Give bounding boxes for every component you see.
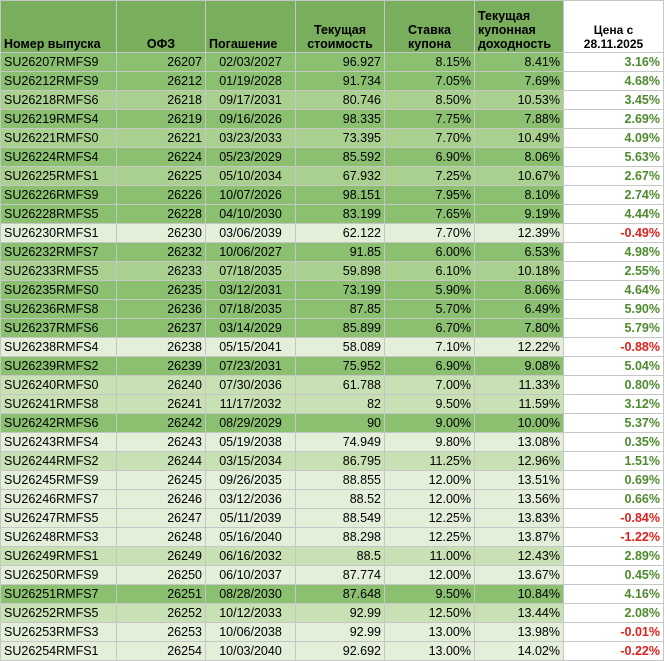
- ofz-cell: 26241: [117, 395, 206, 414]
- ofz-cell: 26212: [117, 72, 206, 91]
- ofz-cell: 26235: [117, 281, 206, 300]
- yield-cell: 13.87%: [475, 528, 564, 547]
- price-change-cell: 4.64%: [564, 281, 664, 300]
- yield-cell: 8.06%: [475, 148, 564, 167]
- coupon-cell: 7.65%: [385, 205, 475, 224]
- maturity-cell: 03/15/2034: [206, 452, 296, 471]
- price-change-cell: -0.84%: [564, 509, 664, 528]
- ofz-cell: 26236: [117, 300, 206, 319]
- coupon-cell: 7.95%: [385, 186, 475, 205]
- ofz-cell: 26243: [117, 433, 206, 452]
- yield-cell: 11.33%: [475, 376, 564, 395]
- price-change-cell: 0.45%: [564, 566, 664, 585]
- price-change-cell: 4.98%: [564, 243, 664, 262]
- issue-number-cell: SU26219RMFS4: [1, 110, 117, 129]
- issue-number-cell: SU26236RMFS8: [1, 300, 117, 319]
- price-cell: 82: [296, 395, 385, 414]
- price-change-cell: 2.08%: [564, 604, 664, 623]
- table-row: [1, 452, 664, 471]
- issue-number-cell: SU26232RMFS7: [1, 243, 117, 262]
- price-change-cell: 2.55%: [564, 262, 664, 281]
- issue-number-cell: SU26242RMFS6: [1, 414, 117, 433]
- price-change-cell: 0.69%: [564, 471, 664, 490]
- maturity-cell: 05/15/2041: [206, 338, 296, 357]
- issue-number-cell: SU26228RMFS5: [1, 205, 117, 224]
- header-current-yield: Текущая купонная доходность: [475, 1, 564, 53]
- issue-number-cell: SU26235RMFS0: [1, 281, 117, 300]
- price-cell: 83.199: [296, 205, 385, 224]
- price-change-cell: 5.90%: [564, 300, 664, 319]
- ofz-cell: 26228: [117, 205, 206, 224]
- coupon-cell: 11.25%: [385, 452, 475, 471]
- ofz-cell: 26250: [117, 566, 206, 585]
- coupon-cell: 7.70%: [385, 224, 475, 243]
- table-row: [1, 224, 664, 243]
- yield-cell: 13.83%: [475, 509, 564, 528]
- ofz-cell: 26226: [117, 186, 206, 205]
- price-cell: 59.898: [296, 262, 385, 281]
- price-cell: 62.122: [296, 224, 385, 243]
- issue-number-cell: SU26245RMFS9: [1, 471, 117, 490]
- price-cell: 58.089: [296, 338, 385, 357]
- maturity-cell: 05/19/2038: [206, 433, 296, 452]
- issue-number-cell: SU26246RMFS7: [1, 490, 117, 509]
- price-cell: 91.85: [296, 243, 385, 262]
- maturity-cell: 09/17/2031: [206, 91, 296, 110]
- coupon-cell: 5.90%: [385, 281, 475, 300]
- price-change-cell: 4.09%: [564, 129, 664, 148]
- maturity-cell: 05/16/2040: [206, 528, 296, 547]
- issue-number-cell: SU26254RMFS1: [1, 642, 117, 661]
- ofz-cell: 26254: [117, 642, 206, 661]
- table-row: [1, 642, 664, 661]
- price-change-cell: -0.22%: [564, 642, 664, 661]
- issue-number-cell: SU26225RMFS1: [1, 167, 117, 186]
- price-cell: 61.788: [296, 376, 385, 395]
- coupon-cell: 6.90%: [385, 148, 475, 167]
- yield-cell: 7.88%: [475, 110, 564, 129]
- ofz-cell: 26218: [117, 91, 206, 110]
- coupon-cell: 7.10%: [385, 338, 475, 357]
- yield-cell: 6.53%: [475, 243, 564, 262]
- issue-number-cell: SU26239RMFS2: [1, 357, 117, 376]
- maturity-cell: 03/12/2031: [206, 281, 296, 300]
- issue-number-cell: SU26226RMFS9: [1, 186, 117, 205]
- price-cell: 88.298: [296, 528, 385, 547]
- yield-cell: 10.67%: [475, 167, 564, 186]
- price-change-cell: 5.63%: [564, 148, 664, 167]
- ofz-cell: 26238: [117, 338, 206, 357]
- maturity-cell: 07/23/2031: [206, 357, 296, 376]
- coupon-cell: 7.00%: [385, 376, 475, 395]
- maturity-cell: 08/29/2029: [206, 414, 296, 433]
- yield-cell: 8.06%: [475, 281, 564, 300]
- issue-number-cell: SU26221RMFS0: [1, 129, 117, 148]
- maturity-cell: 09/26/2035: [206, 471, 296, 490]
- table-body: [1, 53, 664, 661]
- header-current-price: Текущая стоимость: [296, 1, 385, 53]
- ofz-cell: 26207: [117, 53, 206, 72]
- ofz-cell: 26221: [117, 129, 206, 148]
- table-row: [1, 129, 664, 148]
- issue-number-cell: SU26240RMFS0: [1, 376, 117, 395]
- price-change-cell: 2.74%: [564, 186, 664, 205]
- issue-number-cell: SU26247RMFS5: [1, 509, 117, 528]
- maturity-cell: 03/23/2033: [206, 129, 296, 148]
- table-row: [1, 585, 664, 604]
- coupon-cell: 7.25%: [385, 167, 475, 186]
- maturity-cell: 05/10/2034: [206, 167, 296, 186]
- yield-cell: 13.56%: [475, 490, 564, 509]
- table-row: [1, 604, 664, 623]
- issue-number-cell: SU26252RMFS5: [1, 604, 117, 623]
- yield-cell: 13.08%: [475, 433, 564, 452]
- table-row: [1, 148, 664, 167]
- price-change-cell: 2.69%: [564, 110, 664, 129]
- table-row: [1, 167, 664, 186]
- maturity-cell: 06/10/2037: [206, 566, 296, 585]
- table-row: [1, 300, 664, 319]
- table-row: [1, 338, 664, 357]
- coupon-cell: 9.80%: [385, 433, 475, 452]
- header-price-change: Цена с 28.11.2025: [564, 1, 664, 53]
- yield-cell: 13.67%: [475, 566, 564, 585]
- yield-cell: 10.53%: [475, 91, 564, 110]
- issue-number-cell: SU26251RMFS7: [1, 585, 117, 604]
- price-change-cell: 0.66%: [564, 490, 664, 509]
- coupon-cell: 6.70%: [385, 319, 475, 338]
- issue-number-cell: SU26237RMFS6: [1, 319, 117, 338]
- table-row: [1, 623, 664, 642]
- maturity-cell: 02/03/2027: [206, 53, 296, 72]
- yield-cell: 12.43%: [475, 547, 564, 566]
- price-cell: 98.151: [296, 186, 385, 205]
- price-change-cell: 5.37%: [564, 414, 664, 433]
- price-change-cell: 0.35%: [564, 433, 664, 452]
- ofz-cell: 26237: [117, 319, 206, 338]
- table-row: [1, 53, 664, 72]
- issue-number-cell: SU26230RMFS1: [1, 224, 117, 243]
- table-row: [1, 186, 664, 205]
- price-cell: 74.949: [296, 433, 385, 452]
- table-row: [1, 205, 664, 224]
- table-row: [1, 471, 664, 490]
- price-change-cell: 1.51%: [564, 452, 664, 471]
- maturity-cell: 04/10/2030: [206, 205, 296, 224]
- coupon-cell: 6.00%: [385, 243, 475, 262]
- price-cell: 88.549: [296, 509, 385, 528]
- yield-cell: 8.10%: [475, 186, 564, 205]
- table-row: [1, 262, 664, 281]
- ofz-cell: 26219: [117, 110, 206, 129]
- issue-number-cell: SU26248RMFS3: [1, 528, 117, 547]
- maturity-cell: 07/18/2035: [206, 300, 296, 319]
- maturity-cell: 03/14/2029: [206, 319, 296, 338]
- coupon-cell: 8.50%: [385, 91, 475, 110]
- price-cell: 86.795: [296, 452, 385, 471]
- table-row: [1, 566, 664, 585]
- coupon-cell: 8.15%: [385, 53, 475, 72]
- price-change-cell: 5.79%: [564, 319, 664, 338]
- issue-number-cell: SU26241RMFS8: [1, 395, 117, 414]
- table-row: [1, 110, 664, 129]
- maturity-cell: 08/28/2030: [206, 585, 296, 604]
- price-cell: 90: [296, 414, 385, 433]
- maturity-cell: 09/16/2026: [206, 110, 296, 129]
- price-change-cell: -0.88%: [564, 338, 664, 357]
- ofz-cell: 26244: [117, 452, 206, 471]
- price-cell: 87.648: [296, 585, 385, 604]
- yield-cell: 12.96%: [475, 452, 564, 471]
- maturity-cell: 07/30/2036: [206, 376, 296, 395]
- table-row: [1, 243, 664, 262]
- ofz-cell: 26230: [117, 224, 206, 243]
- ofz-cell: 26251: [117, 585, 206, 604]
- yield-cell: 9.08%: [475, 357, 564, 376]
- price-cell: 91.734: [296, 72, 385, 91]
- coupon-cell: 9.50%: [385, 395, 475, 414]
- ofz-cell: 26253: [117, 623, 206, 642]
- yield-cell: 8.41%: [475, 53, 564, 72]
- yield-cell: 12.22%: [475, 338, 564, 357]
- table-row: [1, 414, 664, 433]
- price-change-cell: 2.89%: [564, 547, 664, 566]
- price-cell: 96.927: [296, 53, 385, 72]
- yield-cell: 6.49%: [475, 300, 564, 319]
- price-change-cell: -0.01%: [564, 623, 664, 642]
- coupon-cell: 12.25%: [385, 509, 475, 528]
- coupon-cell: 6.10%: [385, 262, 475, 281]
- coupon-cell: 6.90%: [385, 357, 475, 376]
- yield-cell: 13.98%: [475, 623, 564, 642]
- maturity-cell: 06/16/2032: [206, 547, 296, 566]
- issue-number-cell: SU26238RMFS4: [1, 338, 117, 357]
- issue-number-cell: SU26253RMFS3: [1, 623, 117, 642]
- price-cell: 92.99: [296, 604, 385, 623]
- price-cell: 85.592: [296, 148, 385, 167]
- maturity-cell: 10/07/2026: [206, 186, 296, 205]
- maturity-cell: 01/19/2028: [206, 72, 296, 91]
- issue-number-cell: SU26244RMFS2: [1, 452, 117, 471]
- ofz-cell: 26246: [117, 490, 206, 509]
- ofz-cell: 26232: [117, 243, 206, 262]
- coupon-cell: 12.25%: [385, 528, 475, 547]
- price-cell: 75.952: [296, 357, 385, 376]
- maturity-cell: 05/23/2029: [206, 148, 296, 167]
- yield-cell: 10.49%: [475, 129, 564, 148]
- ofz-cell: 26239: [117, 357, 206, 376]
- issue-number-cell: SU26207RMFS9: [1, 53, 117, 72]
- coupon-cell: 7.05%: [385, 72, 475, 91]
- table-row: [1, 395, 664, 414]
- table-row: [1, 547, 664, 566]
- ofz-cell: 26252: [117, 604, 206, 623]
- issue-number-cell: SU26249RMFS1: [1, 547, 117, 566]
- maturity-cell: 10/03/2040: [206, 642, 296, 661]
- coupon-cell: 13.00%: [385, 642, 475, 661]
- table-row: [1, 528, 664, 547]
- maturity-cell: 07/18/2035: [206, 262, 296, 281]
- table-row: [1, 91, 664, 110]
- header-row: [1, 1, 664, 53]
- issue-number-cell: SU26218RMFS6: [1, 91, 117, 110]
- coupon-cell: 12.50%: [385, 604, 475, 623]
- price-change-cell: 4.16%: [564, 585, 664, 604]
- table-row: [1, 376, 664, 395]
- price-cell: 88.52: [296, 490, 385, 509]
- table-row: [1, 490, 664, 509]
- ofz-cell: 26224: [117, 148, 206, 167]
- price-change-cell: 0.80%: [564, 376, 664, 395]
- price-cell: 67.932: [296, 167, 385, 186]
- price-cell: 80.746: [296, 91, 385, 110]
- ofz-cell: 26249: [117, 547, 206, 566]
- coupon-cell: 13.00%: [385, 623, 475, 642]
- maturity-cell: 03/06/2039: [206, 224, 296, 243]
- yield-cell: 13.51%: [475, 471, 564, 490]
- yield-cell: 11.59%: [475, 395, 564, 414]
- price-change-cell: 3.16%: [564, 53, 664, 72]
- table-row: [1, 72, 664, 91]
- price-cell: 73.199: [296, 281, 385, 300]
- price-cell: 87.774: [296, 566, 385, 585]
- maturity-cell: 10/06/2027: [206, 243, 296, 262]
- price-cell: 73.395: [296, 129, 385, 148]
- maturity-cell: 05/11/2039: [206, 509, 296, 528]
- coupon-cell: 12.00%: [385, 471, 475, 490]
- header-issue-number: Номер выпуска: [1, 1, 117, 53]
- price-change-cell: -0.49%: [564, 224, 664, 243]
- issue-number-cell: SU26224RMFS4: [1, 148, 117, 167]
- yield-cell: 14.02%: [475, 642, 564, 661]
- header-coupon-rate: Ставка купона: [385, 1, 475, 53]
- maturity-cell: 03/12/2036: [206, 490, 296, 509]
- table-row: [1, 357, 664, 376]
- price-change-cell: -1.22%: [564, 528, 664, 547]
- price-cell: 87.85: [296, 300, 385, 319]
- price-change-cell: 2.67%: [564, 167, 664, 186]
- coupon-cell: 9.00%: [385, 414, 475, 433]
- table-row: [1, 319, 664, 338]
- ofz-cell: 26233: [117, 262, 206, 281]
- price-change-cell: 4.44%: [564, 205, 664, 224]
- ofz-cell: 26225: [117, 167, 206, 186]
- yield-cell: 7.80%: [475, 319, 564, 338]
- price-cell: 85.899: [296, 319, 385, 338]
- table-row: [1, 281, 664, 300]
- coupon-cell: 12.00%: [385, 566, 475, 585]
- header-maturity: Погашение: [206, 1, 296, 53]
- coupon-cell: 7.75%: [385, 110, 475, 129]
- issue-number-cell: SU26250RMFS9: [1, 566, 117, 585]
- yield-cell: 9.19%: [475, 205, 564, 224]
- price-change-cell: 5.04%: [564, 357, 664, 376]
- issue-number-cell: SU26233RMFS5: [1, 262, 117, 281]
- price-change-cell: 4.68%: [564, 72, 664, 91]
- coupon-cell: 11.00%: [385, 547, 475, 566]
- yield-cell: 10.84%: [475, 585, 564, 604]
- price-cell: 92.99: [296, 623, 385, 642]
- maturity-cell: 10/06/2038: [206, 623, 296, 642]
- issue-number-cell: SU26212RMFS9: [1, 72, 117, 91]
- maturity-cell: 11/17/2032: [206, 395, 296, 414]
- issue-number-cell: SU26243RMFS4: [1, 433, 117, 452]
- ofz-cell: 26240: [117, 376, 206, 395]
- ofz-cell: 26248: [117, 528, 206, 547]
- price-cell: 92.692: [296, 642, 385, 661]
- yield-cell: 13.44%: [475, 604, 564, 623]
- price-cell: 88.5: [296, 547, 385, 566]
- coupon-cell: 5.70%: [385, 300, 475, 319]
- table-row: [1, 509, 664, 528]
- yield-cell: 7.69%: [475, 72, 564, 91]
- yield-cell: 10.00%: [475, 414, 564, 433]
- ofz-cell: 26247: [117, 509, 206, 528]
- price-change-cell: 3.12%: [564, 395, 664, 414]
- price-change-cell: 3.45%: [564, 91, 664, 110]
- price-cell: 98.335: [296, 110, 385, 129]
- yield-cell: 12.39%: [475, 224, 564, 243]
- ofz-cell: 26245: [117, 471, 206, 490]
- price-cell: 88.855: [296, 471, 385, 490]
- maturity-cell: 10/12/2033: [206, 604, 296, 623]
- yield-cell: 10.18%: [475, 262, 564, 281]
- coupon-cell: 9.50%: [385, 585, 475, 604]
- header-ofz: ОФЗ: [117, 1, 206, 53]
- table-row: [1, 433, 664, 452]
- coupon-cell: 12.00%: [385, 490, 475, 509]
- ofz-cell: 26242: [117, 414, 206, 433]
- coupon-cell: 7.70%: [385, 129, 475, 148]
